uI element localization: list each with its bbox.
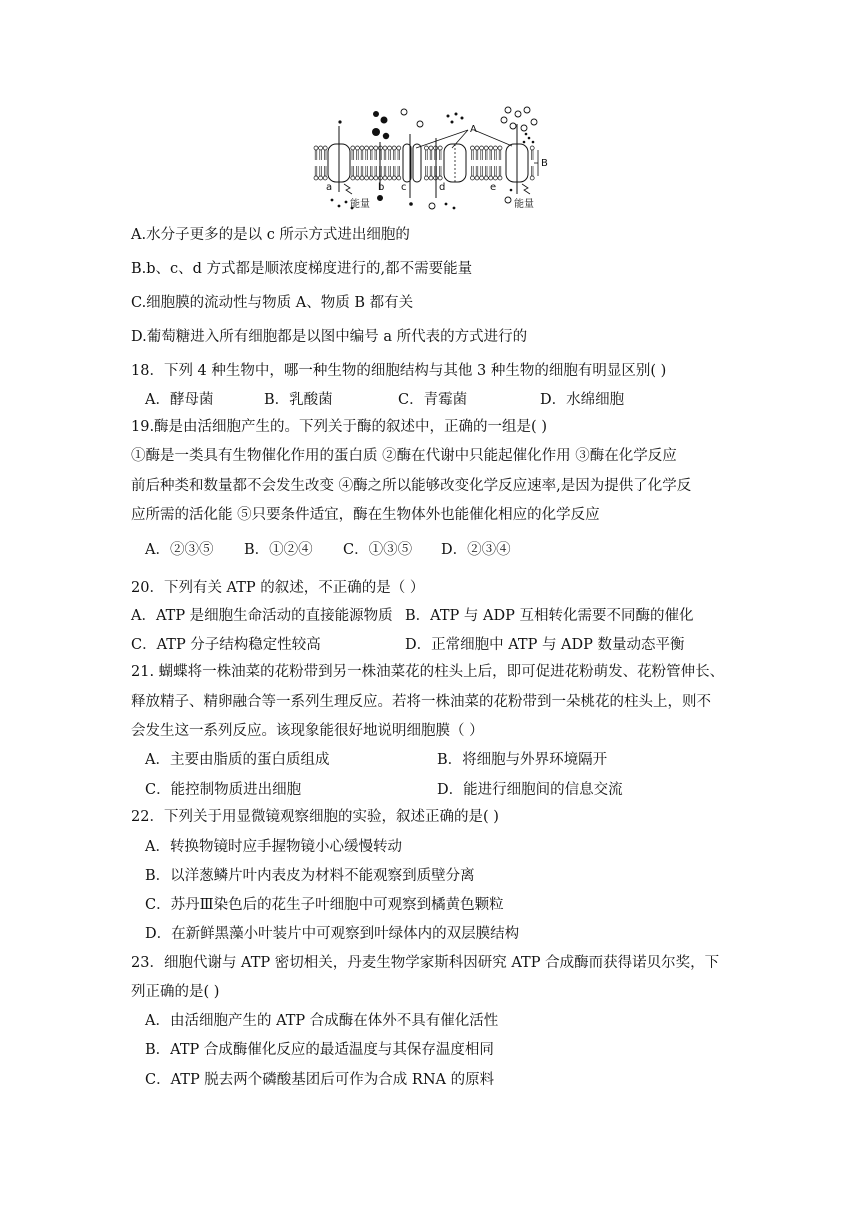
q19-statement-line-3: 应所需的活化能 ⑤只要条件适宜，酶在生物体外也能催化相应的化学反应 [131,507,600,523]
phospholipid-head [392,146,396,150]
label-energy-e: 能量 [514,199,534,210]
phospholipid-head [314,146,318,150]
q20-option-c: C．ATP 分子结构稳定性较高 [131,637,321,653]
phospholipid-head [470,176,474,180]
q21-option-b: B．将细胞与外界环境隔开 [437,752,608,768]
q21-stem-line-2: 释放精子、精卵融合等一系列生理反应。若将一株油菜的花粉带到一朵桃花的柱头上，则不 [131,694,711,710]
q18-option-c: C．青霉菌 [398,392,468,408]
q18-option-d: D．水绵细胞 [540,392,625,408]
phospholipid-head [365,146,369,150]
phospholipid-head [374,176,378,180]
phospholipid-head [319,146,323,150]
q20-option-d: D．正常细胞中 ATP 与 ADP 数量动态平衡 [405,637,685,653]
phospholipid-head [360,176,364,180]
q21-option-c: C．能控制物质进出细胞 [145,782,302,798]
phospholipid-head [323,176,327,180]
phospholipid-head [424,146,428,150]
phospholipid-head [484,176,488,180]
phospholipid-head [489,176,493,180]
q19-option-b: B．①②④ [244,542,313,558]
q22-option-a: A．转换物镜时应手握物镜小心缓慢转动 [145,839,402,855]
q19-statement-line-2: 前后种类和数量都不会发生改变 ④酶之所以能够改变化学反应速率,是因为提供了化学反 [131,478,692,494]
q19-stem: 19.酶是由活细胞产生的。下列关于酶的叙述中，正确的一组是( ) [131,419,547,435]
phospholipid-head [424,176,428,180]
phospholipid-head [351,176,355,180]
phospholipid-head [438,146,442,150]
phospholipid-head [484,146,488,150]
phospholipid-head [397,146,401,150]
phospholipid-head [383,146,387,150]
q19-option-a: A．②③⑤ [145,542,214,558]
phospholipid-head [493,176,497,180]
phospholipid-head [365,176,369,180]
q17-option-a: A.水分子更多的是以 c 所示方式进出细胞的 [131,227,410,243]
phospholipid-head [388,176,392,180]
q22-option-d: D．在新鲜黑藻小叶装片中可观察到叶绿体内的双层膜结构 [145,926,520,942]
molecules-dark [331,111,535,209]
q23-stem-line-1: 23．细胞代谢与 ATP 密切相关，丹麦生物学家斯科因研究 ATP 合成酶而获得诺贝尔奖，下 [131,955,720,971]
q23-option-a: A．由活细胞产生的 ATP 合成酶在体外不具有催化活性 [145,1013,499,1029]
q17-option-c: C.细胞膜的流动性与物质 A、物质 B 都有关 [131,295,414,311]
label-b: b [378,182,385,193]
phospholipid-head [493,146,497,150]
phospholipid-head [360,146,364,150]
phospholipid-head [388,146,392,150]
phospholipid-head [374,146,378,150]
q20-option-a: A．ATP 是细胞生命活动的直接能源物质 [131,608,393,624]
phospholipid-head [475,176,479,180]
q17-option-b: B.b、c、d 方式都是顺浓度梯度进行的,都不需要能量 [131,261,473,277]
phospholipid-head [498,176,502,180]
q19-statement-line-1: ①酶是一类具有生物催化作用的蛋白质 ②酶在代谢中只能起催化作用 ③酶在化学反应 [131,448,677,464]
label-A: A [470,124,477,135]
phospholipid-head [530,176,534,180]
q20-option-b: B．ATP 与 ADP 互相转化需要不同酶的催化 [405,608,694,624]
label-energy-a: 能量 [350,199,370,210]
phospholipid-head [480,176,484,180]
q20-stem: 20．下列有关 ATP 的叙述，不正确的是（ ） [131,580,425,596]
phospholipid-head [319,176,323,180]
q21-option-a: A．主要由脂质的蛋白质组成 [145,752,330,768]
energy-zigzags [344,184,530,194]
q18-option-b: B．乳酸菌 [264,392,333,408]
phospholipid-head [323,146,327,150]
phospholipid-head [480,146,484,150]
phospholipid-head [369,146,373,150]
phospholipid-head [429,146,433,150]
phospholipid-head [475,146,479,150]
q22-stem: 22．下列关于用显微镜观察细胞的实验，叙述正确的是( ) [131,809,499,825]
phospholipid-head [314,176,318,180]
q22-option-b: B．以洋葱鳞片叶内表皮为材料不能观察到质壁分离 [145,868,475,884]
phospholipid-head [397,176,401,180]
q18-option-a: A．酵母菌 [145,392,214,408]
phospholipid-head [429,176,433,180]
label-d: d [439,182,446,193]
q23-option-b: B．ATP 合成酶催化反应的最适温度与其保存温度相同 [145,1042,494,1058]
q22-option-c: C．苏丹Ⅲ染色后的花生子叶细胞中可观察到橘黄色颗粒 [145,897,504,913]
channel-protein-c-right [413,144,421,182]
q21-stem-line-3: 会发生这一系列反应。该现象能很好地说明细胞膜（ ） [131,723,484,739]
q23-stem-line-2: 列正确的是( ) [131,984,220,1000]
q21-stem-line-1: 21. 蝴蝶将一株油菜的花粉带到另一株油菜花的柱头上后，即可促进花粉萌发、花粉管伸长、 [131,664,725,680]
q21-option-d: D．能进行细胞间的信息交流 [437,782,623,798]
label-e: e [490,182,497,193]
phospholipid-head [369,176,373,180]
phospholipid-head [383,176,387,180]
phospholipid-head [355,146,359,150]
label-c: c [401,182,407,193]
label-a: a [326,182,333,193]
phospholipid-head [530,146,534,150]
phospholipid-head [498,146,502,150]
phospholipid-head [489,146,493,150]
phospholipid-head [355,176,359,180]
phospholipid-head [392,176,396,180]
q17-option-d: D.葡萄糖进入所有细胞都是以图中编号 a 所代表的方式进行的 [131,329,528,345]
q19-option-d: D．②③④ [441,542,511,558]
phospholipid-head [438,176,442,180]
phospholipid-head [351,146,355,150]
membrane-transport-diagram [312,104,552,214]
phospholipid-head [470,146,474,150]
label-B: B [541,158,548,169]
q18-stem: 18．下列 4 种生物中，哪一种生物的细胞结构与其他 3 种生物的细胞有明显区别( ) [131,363,667,379]
q19-option-c: C．①③⑤ [343,542,413,558]
q23-option-c: C．ATP 脱去两个磷酸基团后可作为合成 RNA 的原料 [145,1072,495,1088]
